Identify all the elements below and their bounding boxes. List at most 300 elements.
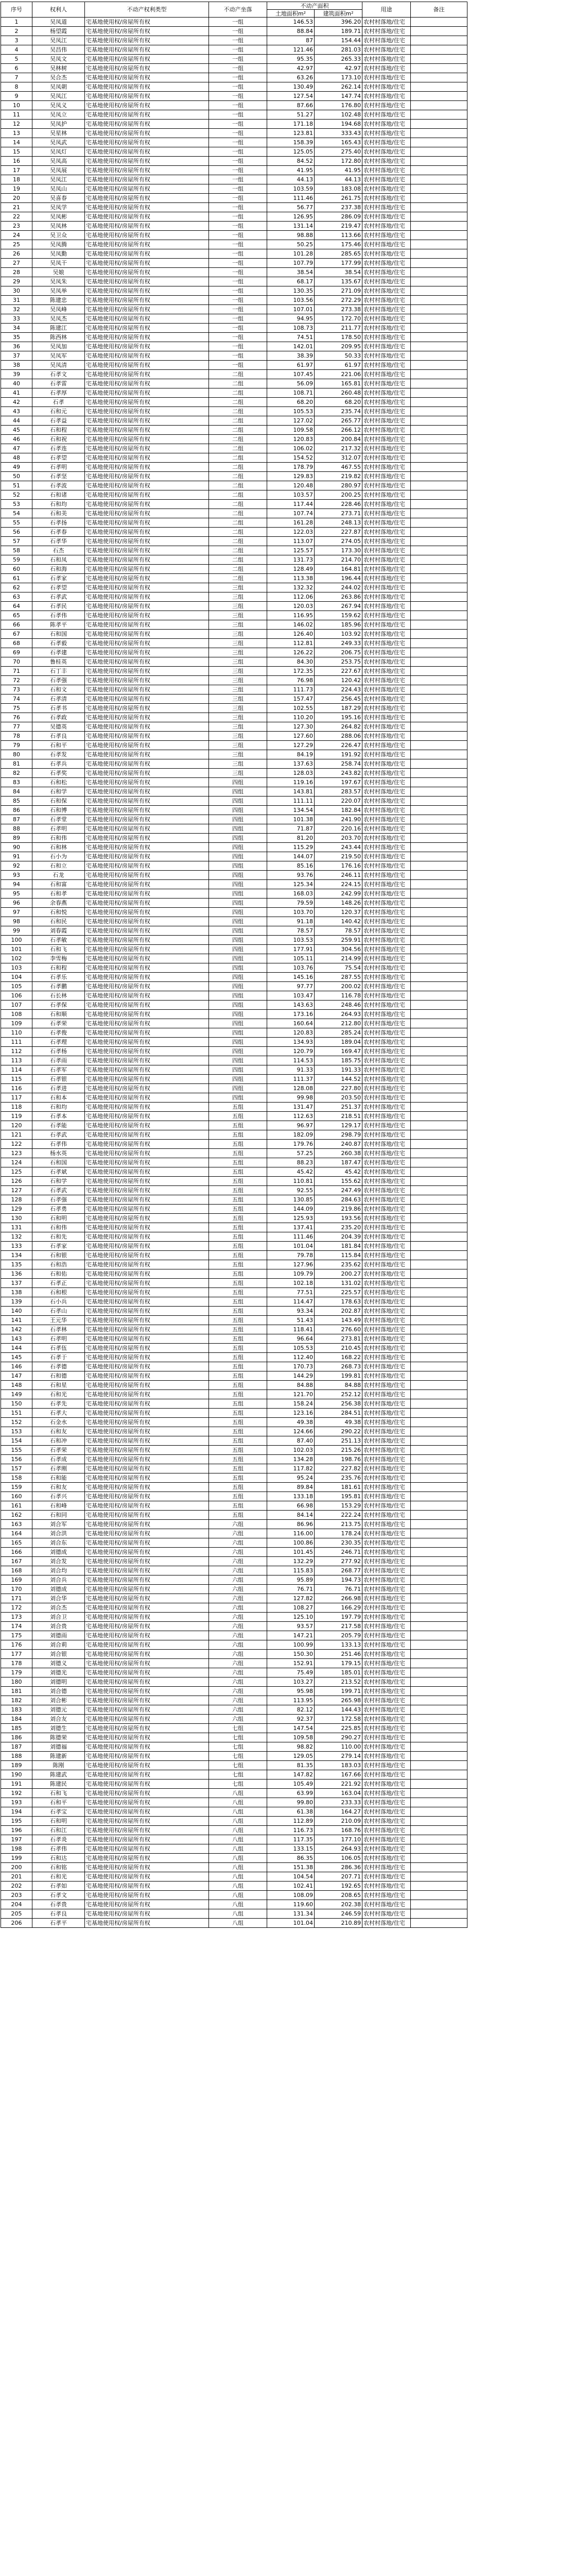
cell-building-area: 227.80 [315,1084,362,1093]
table-row [1,1770,573,1780]
cell-purpose: 农村村落地/住宅 [362,166,411,175]
cell-land-area: 125.05 [267,147,315,157]
cell-owner: 石孝刚 [32,1464,85,1473]
cell-purpose: 农村村落地/住宅 [362,194,411,203]
cell-land-area: 105.53 [267,407,315,416]
cell-purpose: 农村村落地/住宅 [362,1418,411,1427]
cell-purpose: 农村村落地/住宅 [362,565,411,574]
cell-seq: 148 [1,1381,32,1390]
cell-purpose: 农村村落地/住宅 [362,1501,411,1511]
cell-purpose: 农村村落地/住宅 [362,184,411,194]
cell-building-area: 224.15 [315,880,362,889]
cell-owner: 石和飞 [32,1789,85,1798]
table-row [1,1761,573,1770]
cell-purpose: 农村村落地/住宅 [362,1575,411,1585]
cell-owner: 石和光 [32,1872,85,1882]
cell-owner: 石和先 [32,1232,85,1242]
cell-building-area: 143.49 [315,1316,362,1325]
cell-right-type: 宅基地使用权/房屋所有权 [85,630,209,639]
table-row [1,1752,573,1761]
table-row [1,713,573,722]
cell-owner: 吴星林 [32,129,85,138]
cell-right-type: 宅基地使用权/房屋所有权 [85,1863,209,1872]
cell-remark [411,1863,467,1872]
table-row [1,1473,573,1483]
table-row [1,1019,573,1028]
cell-right-type: 宅基地使用权/房屋所有权 [85,1001,209,1010]
table-row [1,1854,573,1863]
cell-building-area: 224.43 [315,685,362,694]
table-row [1,1232,573,1242]
cell-remark [411,324,467,333]
cell-seq: 119 [1,1112,32,1121]
cell-seq: 71 [1,667,32,676]
cell-seq: 45 [1,426,32,435]
cell-location: 五组 [209,1464,267,1473]
cell-owner: 石孝连 [32,444,85,453]
cell-right-type: 宅基地使用权/房屋所有权 [85,750,209,759]
cell-owner: 吴凤学 [32,203,85,212]
cell-land-area: 125.57 [267,546,315,555]
cell-remark [411,592,467,602]
table-row [1,778,573,787]
cell-right-type: 宅基地使用权/房屋所有权 [85,1520,209,1529]
cell-remark [411,129,467,138]
cell-seq: 27 [1,259,32,268]
cell-building-area: 131.02 [315,1279,362,1288]
cell-seq: 26 [1,249,32,259]
cell-location: 二组 [209,537,267,546]
cell-remark [411,481,467,490]
cell-seq: 33 [1,314,32,324]
cell-seq: 15 [1,147,32,157]
cell-building-area: 164.27 [315,1807,362,1817]
cell-purpose: 农村村落地/住宅 [362,1557,411,1566]
table-row [1,203,573,212]
cell-right-type: 宅基地使用权/房屋所有权 [85,917,209,926]
cell-land-area: 84.52 [267,157,315,166]
cell-right-type: 宅基地使用权/房屋所有权 [85,222,209,231]
cell-right-type: 宅基地使用权/房屋所有权 [85,1835,209,1844]
table-body [1,18,573,1928]
cell-location: 三组 [209,750,267,759]
cell-location: 二组 [209,388,267,398]
cell-remark [411,1093,467,1103]
cell-purpose: 农村村落地/住宅 [362,1789,411,1798]
table-row [1,426,573,435]
cell-building-area: 168.22 [315,1353,362,1362]
cell-land-area: 42.97 [267,64,315,73]
cell-purpose: 农村村落地/住宅 [362,611,411,620]
cell-owner: 石和伟 [32,834,85,843]
cell-remark [411,1826,467,1835]
cell-remark [411,222,467,231]
cell-purpose: 农村村落地/住宅 [362,667,411,676]
cell-seq: 167 [1,1557,32,1566]
table-row [1,648,573,657]
cell-location: 五组 [209,1390,267,1399]
cell-location: 一组 [209,296,267,305]
cell-seq: 120 [1,1121,32,1130]
cell-location: 四组 [209,861,267,871]
table-row [1,1520,573,1529]
cell-seq: 177 [1,1650,32,1659]
cell-location: 五组 [209,1112,267,1121]
cell-land-area: 120.48 [267,481,315,490]
cell-location: 四组 [209,778,267,787]
cell-location: 五组 [209,1446,267,1455]
cell-land-area: 147.21 [267,1631,315,1640]
cell-right-type: 宅基地使用权/房屋所有权 [85,1780,209,1789]
cell-purpose: 农村村落地/住宅 [362,175,411,184]
cell-owner: 陈建武 [32,1770,85,1780]
cell-land-area: 111.46 [267,194,315,203]
cell-building-area: 263.86 [315,592,362,602]
cell-building-area: 103.92 [315,630,362,639]
cell-purpose: 农村村落地/住宅 [362,212,411,222]
cell-owner: 石孝兵 [32,759,85,769]
cell-location: 三组 [209,592,267,602]
cell-right-type: 宅基地使用权/房屋所有权 [85,509,209,518]
cell-land-area: 117.35 [267,1835,315,1844]
cell-building-area: 208.65 [315,1891,362,1900]
cell-purpose: 农村村落地/住宅 [362,259,411,268]
cell-building-area: 246.71 [315,1548,362,1557]
cell-remark [411,333,467,342]
cell-right-type: 宅基地使用权/房屋所有权 [85,1140,209,1149]
cell-building-area: 196.44 [315,574,362,583]
cell-right-type: 宅基地使用权/房屋所有权 [85,694,209,704]
cell-location: 五组 [209,1399,267,1409]
cell-purpose: 农村村落地/住宅 [362,769,411,778]
cell-building-area: 275.40 [315,147,362,157]
table-row [1,1186,573,1195]
cell-seq: 188 [1,1752,32,1761]
cell-remark [411,602,467,611]
table-row [1,101,573,110]
cell-remark [411,741,467,750]
cell-building-area: 262.14 [315,82,362,92]
cell-seq: 61 [1,574,32,583]
cell-purpose: 农村村落地/住宅 [362,1409,411,1418]
cell-remark [411,1473,467,1483]
cell-land-area: 56.09 [267,379,315,388]
table-row [1,796,573,806]
cell-remark [411,203,467,212]
cell-seq: 124 [1,1158,32,1167]
cell-purpose: 农村村落地/住宅 [362,1279,411,1288]
cell-seq: 128 [1,1195,32,1205]
cell-building-area: 227.67 [315,667,362,676]
cell-seq: 114 [1,1065,32,1075]
cell-right-type: 宅基地使用权/房屋所有权 [85,1344,209,1353]
cell-building-area: 144.52 [315,1075,362,1084]
cell-seq: 8 [1,82,32,92]
cell-owner: 石孝毅 [32,639,85,648]
cell-purpose: 农村村落地/住宅 [362,1427,411,1436]
cell-seq: 81 [1,759,32,769]
cell-land-area: 98.88 [267,231,315,240]
cell-location: 四组 [209,899,267,908]
table-row [1,1566,573,1575]
cell-purpose: 农村村落地/住宅 [362,1307,411,1316]
table-row [1,342,573,351]
cell-location: 一组 [209,166,267,175]
cell-remark [411,342,467,351]
header-remark: 备注 [411,2,467,18]
cell-land-area: 111.73 [267,685,315,694]
cell-right-type: 宅基地使用权/房屋所有权 [85,1186,209,1195]
cell-remark [411,314,467,324]
cell-seq: 166 [1,1548,32,1557]
cell-remark [411,1325,467,1334]
cell-remark [411,1103,467,1112]
cell-seq: 25 [1,240,32,249]
cell-remark [411,166,467,175]
cell-land-area: 168.03 [267,889,315,899]
cell-owner: 石孝明 [32,1334,85,1344]
table-row [1,388,573,398]
cell-purpose: 农村村落地/住宅 [362,370,411,379]
cell-building-area: 287.55 [315,973,362,982]
cell-location: 三组 [209,759,267,769]
cell-owner: 刘合杰 [32,1603,85,1613]
cell-location: 五组 [209,1223,267,1232]
cell-remark [411,157,467,166]
cell-owner: 陈建江 [32,324,85,333]
cell-building-area: 191.92 [315,750,362,759]
cell-seq: 49 [1,463,32,472]
cell-seq: 13 [1,129,32,138]
cell-right-type: 宅基地使用权/房屋所有权 [85,1028,209,1038]
cell-building-area: 193.56 [315,1214,362,1223]
cell-owner: 石和星 [32,1381,85,1390]
cell-land-area: 68.20 [267,398,315,407]
cell-location: 五组 [209,1492,267,1501]
cell-land-area: 91.33 [267,1065,315,1075]
table-row [1,1223,573,1232]
cell-owner: 石和铭 [32,1863,85,1872]
cell-seq: 105 [1,982,32,991]
cell-purpose: 农村村落地/住宅 [362,871,411,880]
cell-owner: 吴凤义 [32,101,85,110]
table-row [1,490,573,500]
cell-seq: 83 [1,778,32,787]
cell-building-area: 189.04 [315,1038,362,1047]
cell-right-type: 宅基地使用权/房屋所有权 [85,1511,209,1520]
table-row [1,1844,573,1854]
cell-building-area: 165.43 [315,138,362,147]
cell-land-area: 106.02 [267,444,315,453]
cell-building-area: 173.10 [315,73,362,82]
cell-land-area: 51.27 [267,110,315,120]
cell-location: 一组 [209,147,267,157]
cell-land-area: 114.47 [267,1297,315,1307]
cell-building-area: 251.46 [315,1650,362,1659]
cell-remark [411,1798,467,1807]
cell-land-area: 147.82 [267,1770,315,1780]
cell-remark [411,1065,467,1075]
cell-seq: 172 [1,1603,32,1613]
cell-building-area: 203.70 [315,834,362,843]
cell-building-area: 135.67 [315,277,362,286]
cell-building-area: 187.47 [315,1158,362,1167]
cell-purpose: 农村村落地/住宅 [362,101,411,110]
cell-seq: 151 [1,1409,32,1418]
cell-remark [411,370,467,379]
cell-right-type: 宅基地使用权/房屋所有权 [85,45,209,55]
cell-owner: 刘德光 [32,1668,85,1677]
cell-owner: 吴凤江 [32,175,85,184]
cell-location: 八组 [209,1854,267,1863]
cell-land-area: 103.27 [267,1677,315,1687]
cell-seq: 149 [1,1390,32,1399]
cell-owner: 石孝先 [32,1399,85,1409]
table-row [1,991,573,1001]
cell-land-area: 144.07 [267,852,315,861]
cell-right-type: 宅基地使用权/房屋所有权 [85,1677,209,1687]
cell-location: 四组 [209,871,267,880]
cell-right-type: 宅基地使用权/房屋所有权 [85,1269,209,1279]
cell-location: 一组 [209,194,267,203]
cell-land-area: 131.34 [267,1909,315,1919]
cell-seq: 16 [1,157,32,166]
cell-location: 五组 [209,1232,267,1242]
cell-land-area: 120.83 [267,435,315,444]
cell-owner: 吴凤峰 [32,305,85,314]
cell-remark [411,1585,467,1594]
table-row [1,936,573,945]
cell-land-area: 103.59 [267,184,315,194]
cell-land-area: 119.16 [267,778,315,787]
cell-seq: 9 [1,92,32,101]
cell-building-area: 164.81 [315,565,362,574]
cell-building-area: 240.87 [315,1140,362,1149]
cell-seq: 121 [1,1130,32,1140]
table-row [1,1603,573,1613]
cell-owner: 吴卫众 [32,231,85,240]
cell-location: 四组 [209,945,267,954]
cell-purpose: 农村村落地/住宅 [362,1687,411,1696]
cell-location: 八组 [209,1807,267,1817]
cell-owner: 石和民 [32,917,85,926]
table-row [1,1371,573,1381]
table-row [1,1056,573,1065]
cell-purpose: 农村村落地/住宅 [362,1640,411,1650]
cell-purpose: 农村村落地/住宅 [362,518,411,528]
cell-land-area: 133.15 [267,1844,315,1854]
cell-purpose: 农村村落地/住宅 [362,286,411,296]
cell-right-type: 宅基地使用权/房屋所有权 [85,732,209,741]
cell-building-area: 265.77 [315,416,362,426]
cell-purpose: 农村村落地/住宅 [362,1186,411,1195]
cell-building-area: 266.98 [315,1594,362,1603]
cell-right-type: 宅基地使用权/房屋所有权 [85,889,209,899]
table-row [1,157,573,166]
cell-owner: 石孝民 [32,602,85,611]
cell-right-type: 宅基地使用权/房屋所有权 [85,899,209,908]
cell-owner: 石和祝 [32,435,85,444]
cell-land-area: 84.19 [267,750,315,759]
cell-owner: 石孝建 [32,648,85,657]
cell-building-area: 183.08 [315,184,362,194]
cell-right-type: 宅基地使用权/房屋所有权 [85,379,209,388]
table-row [1,917,573,926]
cell-purpose: 农村村落地/住宅 [362,277,411,286]
cell-owner: 石孝文 [32,1891,85,1900]
cell-right-type: 宅基地使用权/房屋所有权 [85,472,209,481]
cell-location: 三组 [209,611,267,620]
cell-purpose: 农村村落地/住宅 [362,1167,411,1177]
cell-land-area: 108.71 [267,388,315,398]
cell-remark [411,249,467,259]
cell-right-type: 宅基地使用权/房屋所有权 [85,314,209,324]
cell-land-area: 61.38 [267,1807,315,1817]
cell-remark [411,1817,467,1826]
cell-remark [411,565,467,574]
cell-location: 一组 [209,222,267,231]
cell-remark [411,435,467,444]
cell-purpose: 农村村落地/住宅 [362,787,411,796]
cell-owner: 石孝荣 [32,1019,85,1028]
cell-land-area: 61.97 [267,361,315,370]
cell-remark [411,1677,467,1687]
cell-location: 三组 [209,602,267,611]
table-row [1,1158,573,1167]
cell-remark [411,1028,467,1038]
cell-seq: 97 [1,908,32,917]
cell-location: 五组 [209,1214,267,1223]
cell-right-type: 宅基地使用权/房屋所有权 [85,194,209,203]
cell-purpose: 农村村落地/住宅 [362,1752,411,1761]
cell-owner: 石杰 [32,546,85,555]
cell-building-area: 284.63 [315,1195,362,1205]
cell-owner: 石孝望 [32,453,85,463]
table-row [1,351,573,361]
cell-land-area: 93.76 [267,871,315,880]
table-row [1,1269,573,1279]
cell-location: 三组 [209,657,267,667]
cell-owner: 石孝杨 [32,1047,85,1056]
cell-remark [411,1761,467,1770]
cell-seq: 163 [1,1520,32,1529]
table-row [1,407,573,416]
cell-seq: 164 [1,1529,32,1538]
cell-purpose: 农村村落地/住宅 [362,963,411,973]
cell-building-area: 42.97 [315,64,362,73]
cell-seq: 200 [1,1863,32,1872]
cell-building-area: 279.14 [315,1752,362,1761]
cell-seq: 158 [1,1473,32,1483]
cell-location: 一组 [209,333,267,342]
table-row [1,528,573,537]
cell-seq: 1 [1,18,32,27]
cell-purpose: 农村村落地/住宅 [362,45,411,55]
cell-location: 一组 [209,55,267,64]
cell-land-area: 134.54 [267,806,315,815]
cell-right-type: 宅基地使用权/房屋所有权 [85,1715,209,1724]
cell-location: 四组 [209,834,267,843]
table-header [1,2,573,18]
cell-owner: 石孝华 [32,537,85,546]
cell-purpose: 农村村落地/住宅 [362,1882,411,1891]
cell-right-type: 宅基地使用权/房屋所有权 [85,648,209,657]
cell-remark [411,1390,467,1399]
cell-seq: 77 [1,722,32,732]
cell-location: 二组 [209,370,267,379]
cell-seq: 60 [1,565,32,574]
cell-purpose: 农村村落地/住宅 [362,203,411,212]
